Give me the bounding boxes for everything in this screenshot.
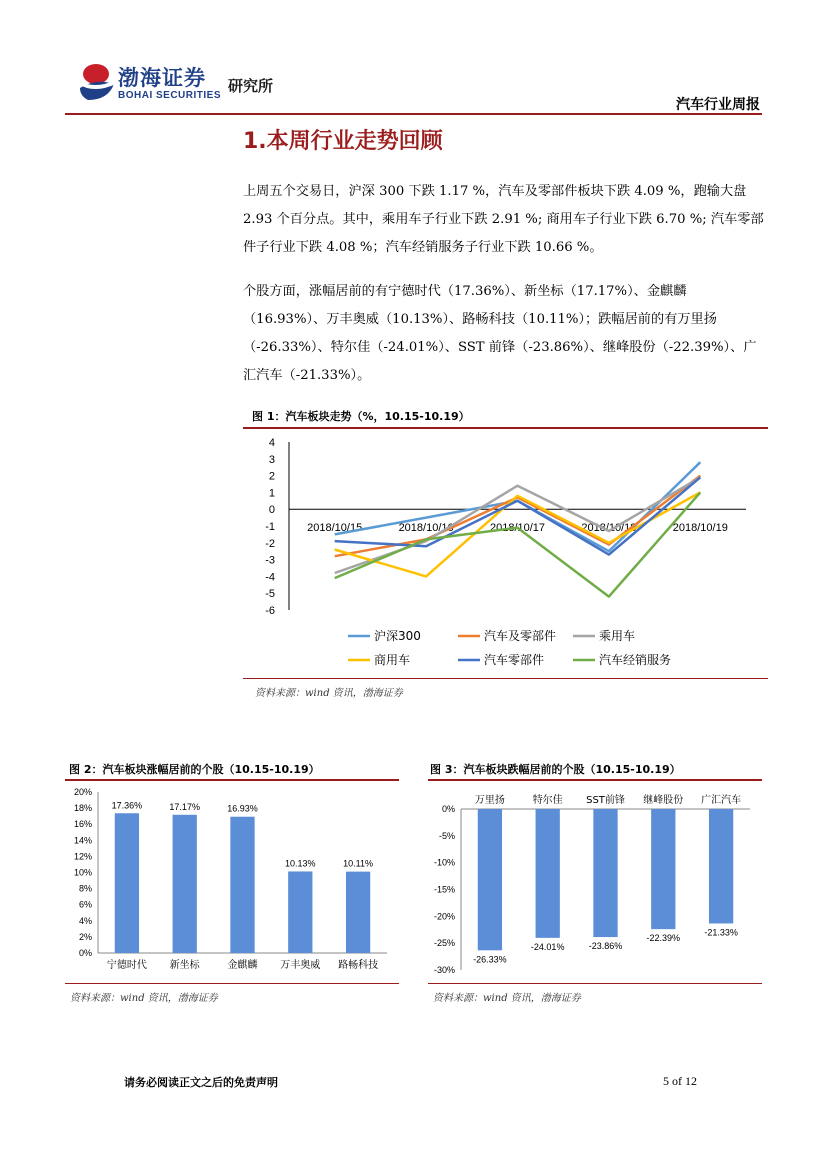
y-tick-label: 10% [73,867,92,878]
data-label: -21.33% [704,927,738,938]
figure3-source: 资料来源：wind 资讯，渤海证券 [433,993,581,1004]
legend-label: 汽车经销服务 [599,653,672,667]
bar [115,813,139,953]
y-tick-label: 0% [441,804,455,814]
gainers-bar-chart [65,782,399,982]
figure2-top-rule [65,779,399,781]
bar [173,815,197,953]
legend-label: 汽车零部件 [484,653,545,667]
data-label: -24.01% [530,941,565,952]
y-tick-label: -10% [433,857,455,868]
section-title: 1.本周行业走势回顾 [243,129,443,154]
data-label: -23.86% [588,941,623,952]
losers-bar-chart [428,782,762,982]
y-tick-label: -6 [265,605,275,617]
y-tick-label: 2% [78,931,92,942]
bar [709,809,733,923]
y-tick-label: -20% [433,911,455,922]
series-line [335,492,701,576]
y-tick-label: -15% [433,884,455,895]
y-tick-label: 6% [78,899,92,910]
y-tick-label: 4% [78,915,92,926]
figure1-title: 图 1：汽车板块走势（%，10.15-10.19） [252,410,470,423]
data-label: -22.39% [646,933,681,944]
data-label: 10.13% [285,858,316,869]
legend-label: 沪深300 [374,629,421,643]
bar [288,871,312,953]
y-tick-label: 0 [268,504,275,517]
y-tick-label: 14% [73,835,92,846]
x-tick-label: 2018/10/17 [489,522,546,535]
figure1-bottom-rule [243,678,768,679]
figure1-top-rule [243,427,768,429]
figure2-title: 图 2：汽车板块涨幅居前的个股（10.15-10.19） [69,763,320,776]
y-tick-label: -5% [438,830,455,841]
bar [536,809,560,938]
legend-label: 商用车 [374,653,411,667]
category-label: 万丰奥威 [280,960,321,971]
header-divider [65,113,762,115]
data-label: 16.93% [227,803,258,814]
y-tick-label: -3 [265,554,275,567]
y-tick-label: 2 [268,470,275,483]
y-tick-label: -2 [265,537,275,550]
line-chart [243,432,768,677]
x-tick-label: 2018/10/18 [581,522,637,535]
bar [593,809,617,937]
y-tick-label: 20% [73,787,92,797]
figure3-top-rule [428,779,762,781]
y-tick-label: 0% [78,948,92,958]
x-tick-label: 2018/10/15 [307,522,363,535]
logo-chinese-name: 渤海证券 [118,65,206,90]
institute-name: 研究所 [228,77,274,95]
figure3-bottom-rule [428,983,762,984]
page-number: 5 of 12 [663,1074,697,1088]
y-tick-label: 12% [73,851,92,862]
data-label: 10.11% [343,858,374,869]
y-tick-label: 1 [268,487,275,500]
category-label: SST前锋 [586,795,625,806]
data-label: 17.17% [169,801,200,812]
y-tick-label: 4 [268,437,275,449]
category-label: 广汇汽车 [701,795,742,806]
y-tick-label: -25% [433,938,455,949]
category-label: 继峰股份 [643,795,684,806]
bar [230,817,254,953]
bar [651,809,675,929]
category-label: 宁德时代 [106,960,147,971]
category-label: 新坐标 [169,960,200,971]
category-label: 路畅科技 [338,960,379,971]
y-tick-label: 16% [73,819,92,830]
report-type: 汽车行业周报 [676,97,760,113]
y-tick-label: -30% [433,965,455,975]
category-label: 万里扬 [474,795,505,806]
y-tick-label: -4 [265,571,275,584]
footer-disclaimer: 请务必阅读正文之后的免责声明 [124,1076,278,1089]
logo-english-name: BOHAI SECURITIES [118,90,222,101]
y-tick-label: 8% [78,883,92,894]
figure2-source: 资料来源：wind 资讯，渤海证券 [70,993,218,1004]
data-label: 17.36% [111,800,143,811]
y-tick-label: 18% [73,803,92,814]
series-line [335,462,701,551]
x-tick-label: 2018/10/19 [672,522,728,535]
category-label: 金麒麟 [227,960,258,971]
bar [478,809,502,950]
legend-label: 汽车及零部件 [484,629,557,643]
legend-label: 乘用车 [599,629,636,643]
data-label: -26.33% [473,954,507,965]
category-label: 特尔佳 [532,795,563,806]
figure2-bottom-rule [65,983,399,984]
paragraph-stock-review: 个股方面，涨幅居前的有宁德时代（17.36%）、新坐标（17.17%）、金麒麟（16.93%）、万丰奥威（10.13%）、路畅科技（10.11%）；跌幅居前的有万里扬（-26.33%）、特尔佳（-24.01%）、SST 前锋（-23.86%）、继峰股份（-22.39%）、广汇汽车（-21.33%）。 [243,284,757,383]
paragraph-market-review: 上周五个交易日，沪深 300 下跌 1.17 %，汽车及零部件板块下跌 4.09 %，跑输大盘 2.93 个百分点。其中，乘用车子行业下跌 2.91 %; 商用车子行业下跌 6.70 %; 汽车零部件子行业下跌 4.08 %；汽车经销服务子行业下跌 10.66 %。 [243,184,764,255]
x-tick-label: 2018/10/16 [398,522,454,535]
y-tick-label: -1 [265,521,275,533]
figure3-title: 图 3：汽车板块跌幅居前的个股（10.15-10.19） [430,763,681,776]
y-tick-label: 3 [268,453,275,466]
figure1-source: 资料来源：wind 资讯，渤海证券 [255,688,403,699]
bar [346,872,370,953]
y-tick-label: -5 [265,588,275,601]
